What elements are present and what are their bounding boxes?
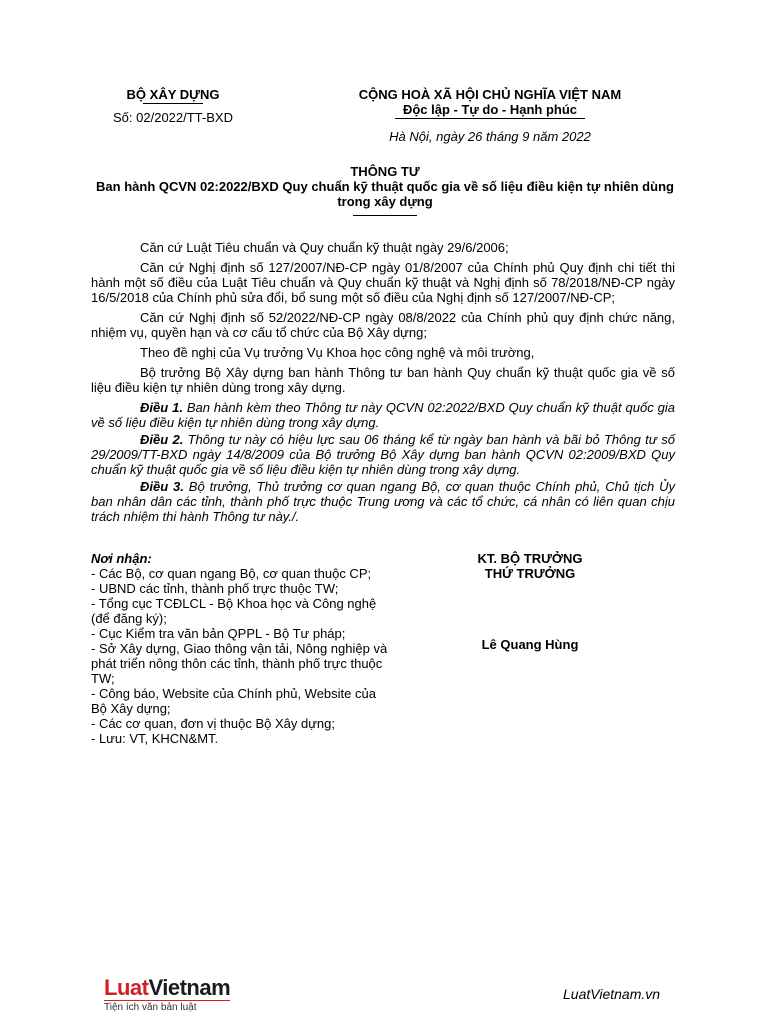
title-underline [353,215,417,216]
signer-authority: KT. BỘ TRƯỞNG [477,551,583,566]
article-label: Điều 1. [140,400,183,415]
list-item: - UBND các tỉnh, thành phố trực thuộc TW; [91,581,339,596]
ministry-name: BỘ XÂY DỰNG [126,87,220,102]
motto-underline [395,118,585,119]
list-item: - Cục Kiểm tra văn bản QPPL - Bộ Tư pháp; [91,626,346,641]
article-label: Điều 3. [140,479,184,494]
list-item: - Sở Xây dựng, Giao thông vận tải, Nông nghiệp và phát triển nông thôn các tỉnh, thành phố trực thuộc TW; [91,641,388,686]
document-title-line-1: Ban hành QCVN 02:2022/BXD Quy chuẩn kỹ thuật quốc gia về số liệu điều kiện tự nhiên dùng [96,179,674,194]
document-title-line-2: trong xây dựng [337,194,433,209]
ministry-underline [143,103,203,104]
signer-name: Lê Quang Hùng [481,637,579,652]
article-text: Bộ trưởng, Thủ trưởng cơ quan ngang Bộ, cơ quan thuộc Chính phủ, Chủ tịch Ủy ban nhân dân các tỉnh, thành phố trực thuộc Trung ương và các tổ chức, cá nhân có liên quan chịu trách nhiệm thi hành Thông tư này./. [91,479,675,524]
signer-position: THỨ TRƯỞNG [484,566,576,581]
preamble-paragraph: Căn cứ Luật Tiêu chuẩn và Quy chuẩn kỹ thuật ngày 29/6/2006; [140,240,509,255]
national-header-block [330,87,650,144]
list-item: - Lưu: VT, KHCN&MT. [91,731,219,746]
document-type: THÔNG TƯ [350,164,420,179]
document-body [91,240,675,526]
article-3 [91,479,675,524]
article-text: Ban hành kèm theo Thông tư này QCVN 02:2022/BXD Quy chuẩn kỹ thuật quốc gia về số liệu điều kiện tự nhiên dùng trong xây dựng. [91,400,675,430]
article-1 [91,400,675,430]
recipients-list [91,566,391,746]
luatvietnam-logo[interactable] [104,977,230,1014]
article-2 [91,432,675,477]
preamble-paragraph: Bộ trưởng Bộ Xây dựng ban hành Thông tư ban hành Quy chuẩn kỹ thuật quốc gia về số liệu điều kiện tự nhiên dùng trong xây dựng. [91,365,675,395]
article-text: Thông tư này có hiệu lực sau 06 tháng kể từ ngày ban hành và bãi bỏ Thông tư số 29/2009/TT-BXD ngày 14/8/2009 của Bộ trưởng Bộ Xây dựng ban hành QCVN 02:2009/BXD Quy chuẩn kỹ thuật quốc gia về số liệu điều kiện tự nhiên dùng trong xây dựng. [91,432,676,477]
preamble-paragraph: Theo đề nghị của Vụ trưởng Vụ Khoa học công nghệ và môi trường, [140,345,535,360]
list-item: - Công báo, Website của Chính phủ, Website của Bộ Xây dựng; [91,686,376,716]
list-item: - Các cơ quan, đơn vị thuộc Bộ Xây dựng; [91,716,335,731]
footer-website-link[interactable]: LuatVietnam.vn [563,986,661,1002]
recipients-title: Nơi nhận: [91,551,152,566]
place-date: Hà Nội, ngày 26 tháng 9 năm 2022 [389,129,591,144]
document-number: Số: 02/2022/TT-BXD [113,110,233,125]
document-title-block [80,164,690,216]
list-item: - Tổng cục TCĐLCL - Bộ Khoa học và Công nghệ (để đăng ký); [91,596,377,626]
logo-tagline: Tiện ích văn bản luật [104,1000,230,1014]
preamble-paragraph: Căn cứ Nghị định số 127/2007/NĐ-CP ngày 01/8/2007 của Chính phủ Quy định chi tiết thi hành một số điều của Luật Tiêu chuẩn và Quy chuẩn kỹ thuật và Nghị định số 78/2018/NĐ-CP ngày 16/5/2018 của Chính phủ sửa đổi, bổ sung một số điều của Nghị định số 127/2007/NĐ-CP; [91,260,675,305]
logo-part-luat: Luat [104,975,149,1000]
national-motto: Độc lập - Tự do - Hạnh phúc [402,102,578,117]
signature-block [440,551,620,652]
article-label: Điều 2. [140,432,184,447]
republic-title: CỘNG HOÀ XÃ HỘI CHỦ NGHĨA VIỆT NAM [358,87,622,102]
list-item: - Các Bộ, cơ quan ngang Bộ, cơ quan thuộc CP; [91,566,372,581]
preamble-paragraph: Căn cứ Nghị định số 52/2022/NĐ-CP ngày 08/8/2022 của Chính phủ quy định chức năng, nhiệm vụ, quyền hạn và cơ cấu tổ chức của Bộ Xây dựng; [91,310,675,340]
issuing-authority-block [88,87,258,125]
logo-wordmark [104,977,230,999]
logo-part-vietnam: Vietnam [148,975,231,1000]
recipients-block [91,551,391,746]
